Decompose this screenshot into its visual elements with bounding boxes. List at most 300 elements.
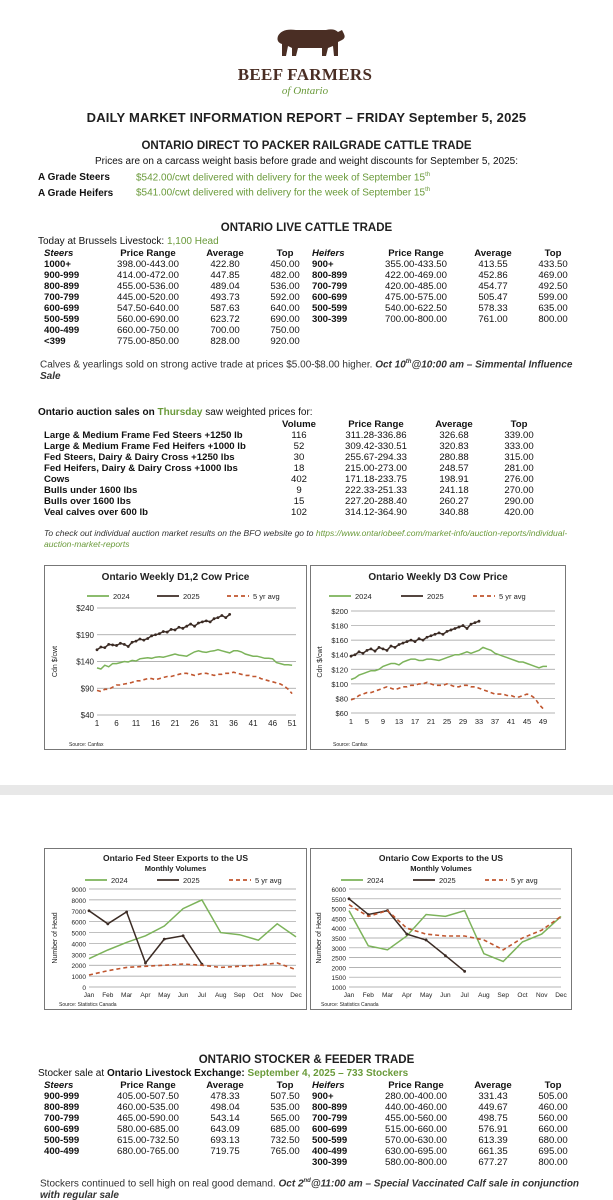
x-tick-label: Apr (140, 992, 151, 999)
chart-title: Ontario Fed Steer Exports to the US (103, 853, 248, 863)
table-cell: 290.00 (504, 496, 534, 507)
table-cell: 498.75 (478, 1113, 508, 1124)
data-point (406, 640, 409, 643)
auction-intro-day: Thursday (157, 407, 203, 418)
col-header: Average (474, 1080, 512, 1091)
packer-row (38, 169, 598, 184)
table-row (44, 314, 314, 325)
x-tick-label: 45 (522, 717, 532, 726)
table-cell: 660.00 (538, 1124, 568, 1135)
data-point (201, 621, 204, 624)
table-cell: 320.83 (439, 441, 469, 452)
row-label: Large & Medium Frame Fed Heifers +1000 lb (44, 441, 246, 452)
table-cell: 445.00-520.00 (117, 292, 179, 303)
y-tick-label: 6000 (71, 919, 86, 927)
data-point (358, 650, 361, 653)
table-cell: 693.13 (210, 1135, 240, 1146)
table-cell: 340.88 (439, 507, 469, 518)
y-tick-label: 3000 (71, 952, 86, 960)
table-cell: 640.00 (270, 303, 300, 314)
data-point (119, 642, 122, 645)
table-cell: 547.50-640.00 (117, 303, 179, 314)
table-cell: 433.50 (538, 259, 568, 270)
row-label: Fed Heifers, Dairy & Dairy Cross +1000 lbs (44, 463, 238, 474)
table-row (44, 1102, 314, 1113)
y-tick-label: 4000 (71, 941, 86, 949)
data-point (166, 631, 169, 634)
data-point (462, 624, 465, 627)
data-point (434, 633, 437, 636)
table-cell: 505.00 (538, 1091, 568, 1102)
row-label: 500-599 (312, 1135, 348, 1146)
table-cell: 309.42-330.51 (345, 441, 407, 452)
table-row (44, 303, 314, 314)
y-tick-label: 3000 (331, 945, 346, 953)
chart-cow-exports-svg (311, 849, 571, 1009)
data-point (154, 633, 157, 636)
table-cell: 241.18 (439, 485, 469, 496)
legend-label: 5 yr avg (253, 592, 280, 601)
table-row (312, 259, 582, 270)
y-tick-label: 2500 (331, 955, 346, 963)
data-point (115, 644, 118, 647)
data-point (163, 938, 166, 941)
data-point (182, 934, 185, 937)
table-cell: 420.00 (504, 507, 534, 518)
table-row (312, 314, 582, 325)
x-tick-label: 29 (458, 717, 468, 726)
table-cell: 695.00 (538, 1146, 568, 1157)
y-tick-label: 8000 (71, 897, 86, 905)
data-point (418, 637, 421, 640)
table-row (312, 1102, 582, 1113)
row-label: 600-699 (312, 292, 348, 303)
table-row (312, 1124, 582, 1135)
table-cell: 505.47 (478, 292, 508, 303)
table-header (44, 248, 314, 259)
y-tick-label: $90 (80, 684, 94, 694)
table-row (44, 474, 552, 485)
data-point (103, 646, 106, 649)
data-point (354, 653, 357, 656)
x-tick-label: 31 (209, 719, 219, 728)
data-point (107, 643, 110, 646)
table-cell: 465.00-590.00 (117, 1113, 179, 1124)
y-tick-label: 2000 (331, 965, 346, 973)
row-label: 700-799 (312, 281, 348, 292)
row-label: 800-899 (44, 281, 80, 292)
data-point (197, 622, 200, 625)
table-cell: 680.00 (538, 1135, 568, 1146)
series-line (97, 650, 292, 669)
stocker-steers-table (44, 1080, 314, 1157)
col-header: Top (544, 248, 562, 259)
data-point (224, 616, 227, 619)
data-point (170, 628, 173, 631)
chart-title: Ontario Weekly D1,2 Cow Price (101, 572, 250, 583)
col-header: Price Range (388, 1080, 444, 1091)
data-point (135, 640, 138, 643)
y-tick-label: 1000 (331, 985, 346, 992)
row-label: 900+ (312, 1091, 334, 1102)
chart-d3-svg (311, 566, 565, 749)
table-cell: 18 (293, 463, 305, 474)
data-point (463, 970, 466, 973)
data-point (144, 962, 147, 965)
x-tick-label: 5 (364, 717, 370, 726)
legend-label: 2024 (111, 876, 128, 885)
y-tick-label: 1000 (71, 974, 86, 982)
table-row (312, 1157, 582, 1168)
col-header: Average (206, 248, 244, 259)
col-header: Steers (44, 248, 74, 259)
x-tick-label: Dec (290, 992, 302, 999)
data-point (474, 621, 477, 624)
col-header: Average (206, 1080, 244, 1091)
live-today-label: Today at Brussels Livestock: (38, 236, 165, 247)
stocker-note (40, 1175, 600, 1200)
x-tick-label: 1 (348, 717, 354, 726)
table-cell: 260.27 (439, 496, 469, 507)
data-point (430, 634, 433, 637)
y-tick-label: $180 (331, 621, 348, 631)
table-row (312, 1113, 582, 1124)
data-point (422, 639, 425, 642)
data-point (131, 641, 134, 644)
page-break (0, 785, 613, 795)
legend-label: 2024 (355, 592, 372, 601)
data-point (426, 636, 429, 639)
y-tick-label: 5000 (71, 930, 86, 938)
table-cell: 311.28-336.86 (345, 430, 407, 441)
row-label: <399 (44, 336, 66, 347)
table-cell: 507.50 (270, 1091, 300, 1102)
stocker-sale-prefix: Stocker sale at (38, 1068, 105, 1079)
row-label: 500-599 (44, 314, 80, 325)
packer-row-label: A Grade Heifers (38, 187, 114, 199)
row-label: 800-899 (312, 270, 348, 281)
y-tick-label: $140 (76, 657, 94, 667)
table-row (44, 1146, 314, 1157)
auction-intro-a: Ontario auction sales on (38, 407, 155, 418)
table-cell: 570.00-630.00 (385, 1135, 447, 1146)
col-header: Top (276, 1080, 294, 1091)
table-cell: 355.00-433.50 (385, 259, 447, 270)
table-cell: 661.35 (478, 1146, 508, 1157)
x-tick-label: Jul (460, 992, 469, 999)
table-cell: 560.00-690.00 (117, 314, 179, 325)
table-cell: 643.09 (210, 1124, 240, 1135)
table-cell: 455.00-560.00 (385, 1113, 447, 1124)
table-cell: 248.57 (439, 463, 469, 474)
table-cell: 599.00 (538, 292, 568, 303)
stocker-heifers-table (312, 1080, 582, 1168)
data-point (382, 647, 385, 650)
data-point (88, 909, 91, 912)
col-header: Top (544, 1080, 562, 1091)
x-tick-label: Jul (197, 992, 207, 999)
live-steers-table (44, 248, 314, 347)
x-tick-label: Aug (478, 992, 490, 999)
col-header: Heifers (312, 1080, 345, 1091)
stocker-note-sup: nd (303, 1178, 311, 1184)
stocker-note-event: @11:00 am – Special Vaccinated Calf sale in conjunction with regular sale (40, 1178, 580, 1200)
row-label: 900-999 (44, 1091, 80, 1102)
table-cell: 314.12-364.90 (345, 507, 407, 518)
data-point (348, 897, 351, 900)
legend-label: 2024 (113, 592, 130, 601)
data-point (458, 626, 461, 629)
chart-subtitle: Monthly Volumes (410, 864, 472, 873)
table-row (44, 496, 552, 507)
table-cell: 560.00 (538, 1113, 568, 1124)
y-tick-label: $100 (331, 679, 348, 689)
x-tick-label: 36 (229, 719, 239, 728)
table-row (44, 452, 552, 463)
table-cell: 102 (290, 507, 307, 518)
x-tick-label: Jan (343, 992, 355, 999)
data-point (125, 910, 128, 913)
table-cell: 30 (293, 452, 305, 463)
data-point (414, 640, 417, 643)
col-header: Steers (44, 1080, 74, 1091)
x-tick-label: Feb (362, 992, 374, 999)
chart-d3-cow (310, 565, 566, 750)
data-point (142, 639, 145, 642)
chart-d12-svg (45, 566, 306, 749)
live-title: ONTARIO LIVE CATTLE TRADE (220, 222, 393, 234)
series-line (351, 647, 547, 679)
data-point (181, 627, 184, 630)
data-point (425, 939, 428, 942)
table-cell: 493.73 (210, 292, 240, 303)
x-tick-label: 9 (380, 717, 386, 726)
table-row (44, 336, 314, 347)
data-point (470, 623, 473, 626)
table-cell: 15 (293, 496, 305, 507)
table-cell: 280.88 (439, 452, 469, 463)
table-row (312, 281, 582, 292)
data-point (390, 645, 393, 648)
x-tick-label: Aug (214, 992, 227, 999)
table-cell: 800.00 (538, 314, 568, 325)
stocker-sale-date: September 4, 2025 – 733 Stockers (247, 1068, 409, 1079)
row-label: 700-799 (44, 292, 80, 303)
table-row (44, 441, 552, 452)
table-row (312, 1135, 582, 1146)
x-tick-label: 16 (151, 719, 160, 728)
x-tick-label: Oct (517, 992, 528, 999)
row-label: 400-499 (44, 325, 80, 336)
x-tick-label: Sep (233, 992, 246, 999)
live-note-event: @10:00 am – Simmental Influence Sale (40, 359, 573, 383)
row-label: 900+ (312, 259, 334, 270)
data-point (454, 627, 457, 630)
table-cell: 333.00 (504, 441, 534, 452)
table-cell: 339.00 (504, 430, 534, 441)
chart-cow-exports (310, 848, 572, 1010)
data-point (96, 648, 99, 651)
live-note-date: Oct 10 (375, 359, 406, 371)
live-note-sup: th (405, 359, 412, 365)
data-point (442, 633, 445, 636)
row-label: 900-999 (44, 270, 80, 281)
logo-wordmark: BEEF FARMERS (237, 65, 373, 84)
chart-title: Ontario Weekly D3 Cow Price (368, 572, 508, 583)
table-row (312, 1091, 582, 1102)
data-point (398, 643, 401, 646)
stocker-title: ONTARIO STOCKER & FEEDER TRADE (198, 1054, 415, 1066)
table-cell: 580.00-685.00 (117, 1124, 179, 1135)
x-tick-label: 25 (442, 717, 452, 726)
x-tick-label: 49 (538, 717, 548, 726)
packer-row-label: A Grade Steers (38, 172, 110, 184)
x-tick-label: 37 (490, 717, 500, 726)
legend-label: 2025 (183, 876, 200, 885)
packer-row (38, 184, 598, 199)
x-tick-label: 33 (474, 717, 484, 726)
packer-row-sup: th (425, 187, 431, 194)
table-cell: 270.00 (504, 485, 534, 496)
data-point (213, 617, 216, 620)
packer-subtitle: Prices are on a carcass weight basis before grade and weight discounts for September 5, 2025: (94, 156, 519, 167)
row-label: 1000+ (44, 259, 71, 270)
col-header: Price Range (120, 248, 176, 259)
data-point (350, 655, 353, 658)
x-tick-label: 51 (287, 719, 297, 728)
table-cell: 635.00 (538, 303, 568, 314)
table-cell: 280.00-400.00 (385, 1091, 447, 1102)
chart-source: Source: Statistics Canada (321, 1002, 379, 1008)
data-point (370, 647, 373, 650)
x-tick-label: Sep (497, 992, 509, 999)
table-cell: 116 (291, 430, 307, 441)
table-cell: 587.63 (210, 303, 240, 314)
x-tick-label: Jan (83, 992, 95, 999)
packer-rows (38, 169, 598, 200)
legend-label: 2025 (439, 876, 456, 885)
legend-label: 5 yr avg (255, 876, 282, 885)
table-cell: 623.72 (210, 314, 240, 325)
table-cell: 215.00-273.00 (345, 463, 407, 474)
table-cell: 492.50 (538, 281, 568, 292)
auction-intro (38, 407, 313, 418)
auction-table (44, 419, 552, 518)
x-tick-label: Mar (381, 992, 394, 999)
data-point (374, 650, 377, 653)
row-label: 500-599 (312, 303, 348, 314)
logo (230, 22, 380, 100)
table-cell: 171.18-233.75 (345, 474, 407, 485)
table-cell: 447.85 (210, 270, 240, 281)
data-point (362, 652, 365, 655)
data-point (466, 627, 469, 630)
data-point (410, 639, 413, 642)
table-row (44, 1113, 314, 1124)
x-tick-label: 11 (131, 719, 141, 728)
x-tick-label: 26 (190, 719, 200, 728)
x-tick-label: Oct (253, 992, 264, 999)
table-row (44, 463, 552, 474)
y-tick-label: 2000 (71, 963, 86, 971)
table-cell: 615.00-732.50 (117, 1135, 179, 1146)
y-tick-label: 0 (82, 985, 86, 992)
table-cell: 222.33-251.33 (345, 485, 407, 496)
table-cell: 536.00 (270, 281, 300, 292)
auction-reports-link[interactable]: https://www.ontariobeef.com/market-info/auction-reports/individual-auction-market-reports (44, 528, 568, 549)
row-label: 500-599 (44, 1135, 80, 1146)
table-row (44, 281, 314, 292)
col-header: Price Range (388, 248, 444, 259)
table-cell: 460.00 (538, 1102, 568, 1113)
col-header: Average (435, 419, 473, 430)
table-cell: 452.86 (478, 270, 508, 281)
table-cell: 52 (293, 441, 305, 452)
x-tick-label: Jun (177, 992, 189, 999)
y-tick-label: 3500 (331, 936, 346, 943)
table-cell: 326.68 (439, 430, 469, 441)
table-cell: 700.00-800.00 (385, 314, 447, 325)
y-tick-label: 6000 (331, 887, 346, 894)
table-cell: 198.91 (439, 474, 469, 485)
table-cell: 660.00-750.00 (117, 325, 179, 336)
col-header: Top (276, 248, 294, 259)
cow-logo-icon (230, 22, 380, 62)
y-tick-label: $190 (76, 630, 94, 640)
legend-label: 5 yr avg (499, 592, 526, 601)
live-note-text: Calves & yearlings sold on strong active trade at prices $5.00-$8.00 higher. (40, 359, 373, 371)
series-line (89, 963, 296, 975)
live-note (40, 356, 580, 383)
live-today-value: 1,100 Head (166, 236, 219, 247)
data-point (450, 629, 453, 632)
row-label: 800-899 (44, 1102, 80, 1113)
x-tick-label: May (158, 992, 171, 999)
packer-row-sup: th (425, 172, 431, 178)
row-label: 600-699 (44, 1124, 80, 1135)
x-tick-label: Dec (555, 992, 567, 999)
auction-link-note (44, 528, 584, 550)
row-label: Veal calves over 600 lb (44, 507, 149, 518)
table-cell: 281.00 (504, 463, 534, 474)
table-cell: 578.33 (478, 303, 508, 314)
row-label: 300-399 (312, 314, 348, 325)
series-line (351, 682, 543, 708)
data-point (111, 644, 114, 647)
data-point (438, 631, 441, 634)
table-cell: 775.00-850.00 (117, 336, 179, 347)
table-cell: 515.00-660.00 (385, 1124, 447, 1135)
y-axis-label: Number of Head (52, 912, 59, 964)
table-cell: 315.00 (504, 452, 534, 463)
table-cell: 9 (296, 485, 302, 496)
data-point (386, 649, 389, 652)
x-tick-label: 21 (426, 717, 436, 726)
y-tick-label: $80 (335, 694, 348, 704)
x-tick-label: 6 (114, 719, 119, 728)
table-cell: 543.14 (210, 1113, 240, 1124)
table-cell: 276.00 (504, 474, 534, 485)
table-cell: 630.00-695.00 (385, 1146, 447, 1157)
data-point (209, 621, 212, 624)
legend-label: 2025 (427, 592, 444, 601)
row-label: Fed Steers, Dairy & Dairy Cross +1250 lbs (44, 452, 235, 463)
auction-intro-b: saw weighted prices for: (205, 407, 313, 418)
data-point (178, 626, 181, 629)
data-point (220, 614, 223, 617)
y-axis-label: Number of Head (316, 912, 323, 964)
packer-row-price: $541.00/cwt delivered with delivery for the week of September 15 (136, 187, 426, 199)
